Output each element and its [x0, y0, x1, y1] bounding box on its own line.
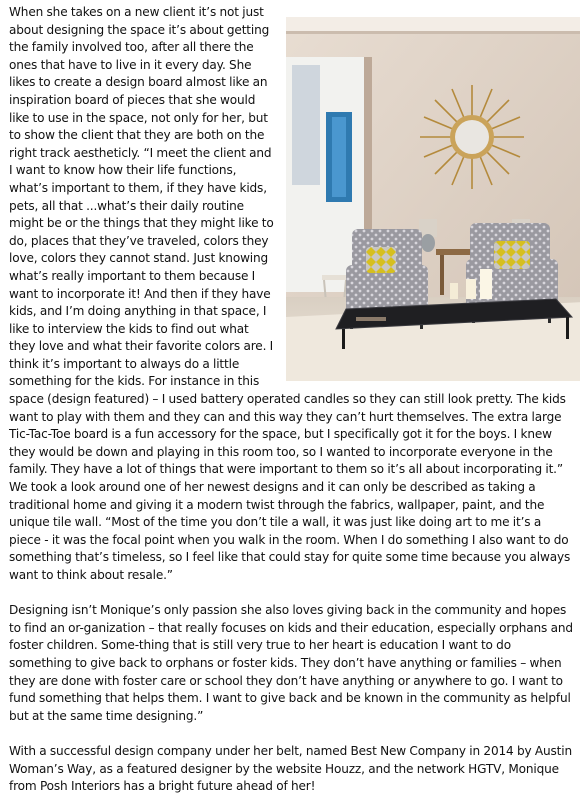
article-intro-paragraph	[9, 4, 575, 585]
article	[9, 4, 575, 796]
article-intro-text: When she takes on a new client it’s not just about designing the space it’s about getting the family involved too, after all there the ones that have to live in it every day. She likes to create a design board almost like an inspiration board of pieces that she would like to use in the space, not only for her, but to show the client that they are both on the right track aestheticly. “I meet the client and I want to know how their life functions, what’s important to them, if they have kids, pets, all that ...what’s their daily routine might be or the things that they might like to do, places that they’ve traveled, colors they love, colors they cannot stand. Just knowing what’s really important to them because I want to incorporate it! And then if they have kids, and I’m doing anything in that space, I like to interview the kids to find out what they love and what their favorite colors are. I think it’s important to always do a little something for the kids. For instance in this space (design featured) – I used battery operated candles so they can still look pretty. The kids want to play with them and they can and this way they can’t hurt themselves. The extra large Tic-Tac-Toe board is a fun accessory for the space, but I specifically got it for the boys. I knew they would be down and playing in this room too, so I wanted to incorporate everyone in the family. They have a lot of things that were important to them so it’s all about incorporating it.” We took a look around one of her newest designs and it can only be described as taking a traditional home and giving it a modern twist through the fabrics, wallpaper, paint, and the unique tile wall. “Most of the time you don’t tile a wall, it was just like doing art to me it’s a piece - it was the focal point when you walk in the room. When I do something I also want to do something that’s timeless, so I feel like that could stay for quite some time because you always want to think about resale.”	[9, 5, 571, 582]
article-passion-paragraph: Designing isn’t Monique’s only passion she also loves giving back in the community and hopes to find an or-ganization – that really focuses on kids and their education, especially orphans and foster children. Some-thing that is still very true to her heart is education I want to do something to give back to orphans or foster kids. They don’t have anything or families – when they are done with foster care or school they don’t have anything or anywhere to go. I want to fund something that helps them. I want to give back and be known in the community as helpful but at the same time designing.”	[9, 603, 573, 723]
article-closing-paragraph: With a successful design company under her belt, named Best New Company in 2014 by Austin Woman’s Way, as a featured designer by the website Houzz, and the network HGTV, Monique from Posh Interiors has a bright future ahead of her!	[9, 743, 572, 794]
living-room-photo-illustration	[286, 17, 580, 381]
living-room-photo	[286, 17, 580, 381]
